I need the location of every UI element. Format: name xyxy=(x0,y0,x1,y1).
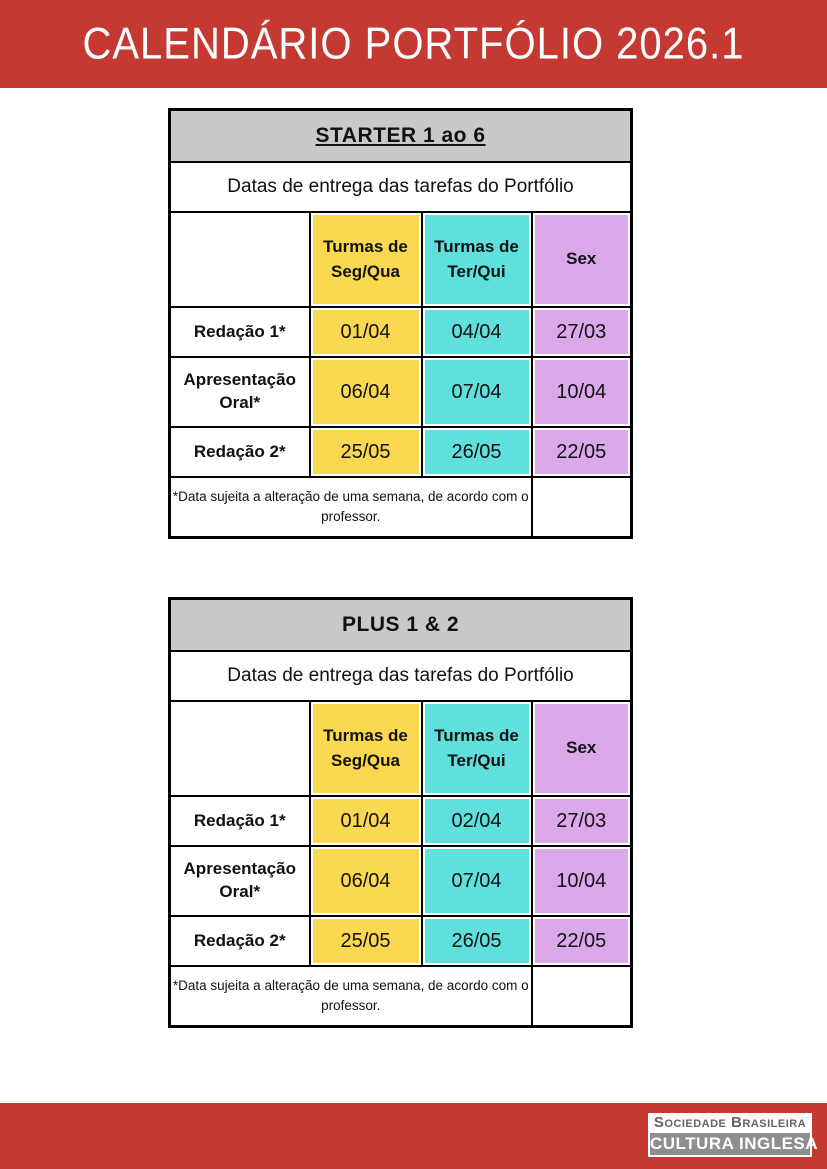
table-title-text: PLUS 1 & 2 xyxy=(342,613,460,636)
date-cell: 25/05 xyxy=(310,916,422,966)
column-header-ter-qui: Turmas de Ter/Qui xyxy=(422,212,532,307)
date-cell: 01/04 xyxy=(310,796,422,846)
row-label: Apresentação Oral* xyxy=(170,357,310,427)
column-header-row xyxy=(170,212,632,307)
date-cell: 27/03 xyxy=(532,307,632,357)
footnote-empty-cell xyxy=(532,477,632,538)
footnote: *Data sujeita a alteração de uma semana, de acordo com o professor. xyxy=(170,477,532,538)
date-cell: 06/04 xyxy=(310,846,422,916)
table-title xyxy=(170,110,632,163)
date-cell: 22/05 xyxy=(532,916,632,966)
date-cell: 07/04 xyxy=(422,846,532,916)
portfolio-table-starter xyxy=(168,108,633,539)
row-label: Redação 2* xyxy=(170,427,310,477)
table-title xyxy=(170,599,632,652)
logo-society-text: Sociedade Brasileira xyxy=(650,1113,810,1133)
column-header-sex: Sex xyxy=(532,212,632,307)
table-subtitle: Datas de entrega das tarefas do Portfólio xyxy=(170,162,632,212)
corner-empty-cell xyxy=(170,212,310,307)
date-cell: 07/04 xyxy=(422,357,532,427)
table-title-text: STARTER 1 ao 6 xyxy=(315,124,486,147)
footnote: *Data sujeita a alteração de uma semana, de acordo com o professor. xyxy=(170,966,532,1027)
table-row xyxy=(170,846,632,916)
table-subtitle-row xyxy=(170,162,632,212)
page-title: CALENDÁRIO PORTFÓLIO 2026.1 xyxy=(82,18,745,69)
row-label: Redação 1* xyxy=(170,796,310,846)
date-cell: 25/05 xyxy=(310,427,422,477)
table-row xyxy=(170,307,632,357)
footnote-empty-cell xyxy=(532,966,632,1027)
footnote-row xyxy=(170,966,632,1027)
date-cell: 27/03 xyxy=(532,796,632,846)
footer-banner xyxy=(0,1103,827,1169)
header-banner xyxy=(0,0,827,88)
portfolio-table-plus xyxy=(168,597,633,1028)
date-cell: 26/05 xyxy=(422,916,532,966)
column-header-ter-qui: Turmas de Ter/Qui xyxy=(422,701,532,796)
date-cell: 02/04 xyxy=(422,796,532,846)
column-header-seg-qua: Turmas de Seg/Qua xyxy=(310,212,422,307)
footnote-row xyxy=(170,477,632,538)
date-cell: 10/04 xyxy=(532,846,632,916)
table-row xyxy=(170,916,632,966)
table-row xyxy=(170,427,632,477)
table-row xyxy=(170,796,632,846)
column-header-sex: Sex xyxy=(532,701,632,796)
table-title-row xyxy=(170,110,632,163)
row-label: Redação 1* xyxy=(170,307,310,357)
date-cell: 26/05 xyxy=(422,427,532,477)
date-cell: 01/04 xyxy=(310,307,422,357)
date-cell: 04/04 xyxy=(422,307,532,357)
date-cell: 22/05 xyxy=(532,427,632,477)
table-subtitle: Datas de entrega das tarefas do Portfólio xyxy=(170,651,632,701)
date-cell: 06/04 xyxy=(310,357,422,427)
row-label: Redação 2* xyxy=(170,916,310,966)
date-cell: 10/04 xyxy=(532,357,632,427)
column-header-seg-qua: Turmas de Seg/Qua xyxy=(310,701,422,796)
corner-empty-cell xyxy=(170,701,310,796)
row-label: Apresentação Oral* xyxy=(170,846,310,916)
column-header-row xyxy=(170,701,632,796)
table-row xyxy=(170,357,632,427)
table-subtitle-row xyxy=(170,651,632,701)
logo-brand-text: CULTURA INGLESA xyxy=(650,1134,819,1153)
cultura-inglesa-logo xyxy=(648,1113,819,1157)
table-title-row xyxy=(170,599,632,652)
